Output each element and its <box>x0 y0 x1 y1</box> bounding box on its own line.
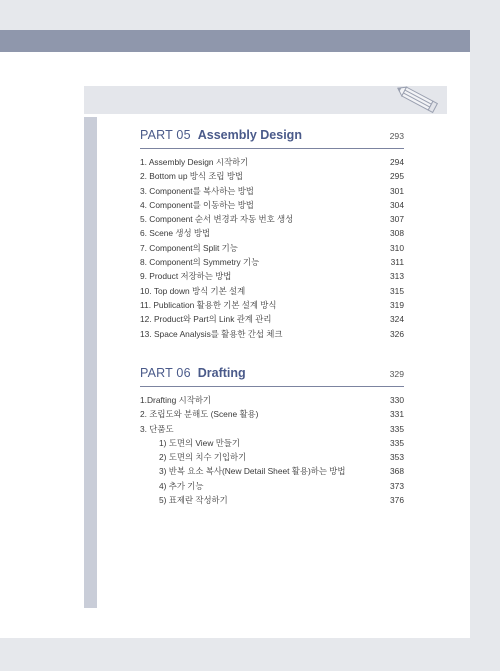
toc-entry-label: 2. Bottom up 방식 조립 방법 <box>140 171 244 182</box>
part-page: 293 <box>389 131 404 141</box>
toc-entry-page: 315 <box>390 285 404 296</box>
toc-entry[interactable] <box>140 422 404 436</box>
toc-entry-page: 368 <box>390 466 404 477</box>
toc-entry-label: 11. Publication 활용한 기본 설계 방식 <box>140 299 277 310</box>
part-label: PART 05 <box>140 128 191 142</box>
toc-entry-page: 294 <box>390 157 404 167</box>
toc-entry[interactable] <box>140 255 404 269</box>
toc-entry-label: 1) 도면의 View 만들기 <box>159 437 240 448</box>
toc-entry-label: 3) 반복 요소 복사(New Detail Sheet 활용)하는 방법 <box>159 466 346 477</box>
toc-entry-label: 1.Drafting 시작하기 <box>140 395 211 405</box>
toc-entry[interactable] <box>140 407 404 421</box>
part-title: Drafting <box>197 366 246 380</box>
part-title: Assembly Design <box>197 128 302 142</box>
toc-entry-page: 326 <box>390 328 404 339</box>
toc-entry[interactable] <box>140 184 404 198</box>
toc-entry-label: 4. Component를 이동하는 방법 <box>140 199 254 210</box>
toc-entry-label: 2) 도면의 치수 기입하기 <box>159 452 247 463</box>
toc-entry[interactable] <box>140 464 404 478</box>
header-band <box>84 86 447 114</box>
toc-entry-label: 8. Component의 Symmetry 기능 <box>140 257 260 268</box>
toc-entry-label: 12. Product와 Part의 Link 관계 관리 <box>140 314 272 325</box>
toc-entry-label: 7. Component의 Split 기능 <box>140 242 238 253</box>
toc-entry-page: 319 <box>390 299 404 310</box>
toc-entry-label: 1. Assembly Design 시작하기 <box>140 157 249 167</box>
toc-entry-label: 5) 표제란 작성하기 <box>159 495 228 506</box>
toc-entry[interactable] <box>140 212 404 226</box>
toc-entry-page: 376 <box>390 495 404 506</box>
toc-entry-label: 10. Top down 방식 기본 설계 <box>140 285 246 296</box>
top-band <box>0 30 470 52</box>
toc-entry[interactable] <box>140 269 404 283</box>
toc-entry[interactable] <box>140 198 404 212</box>
toc-entry-label: 4) 추가 기능 <box>159 480 204 491</box>
toc-entry-page: 324 <box>390 314 404 325</box>
toc-entry[interactable] <box>140 436 404 450</box>
toc-entry-page: 295 <box>390 171 404 182</box>
toc-entry-page: 335 <box>390 423 404 434</box>
toc-entry-page: 330 <box>390 395 404 405</box>
part-05-items <box>140 155 404 341</box>
left-accent-bar <box>84 117 97 608</box>
toc-entry-page: 301 <box>390 185 404 196</box>
toc-entry-page: 304 <box>390 199 404 210</box>
toc-entry[interactable] <box>140 312 404 326</box>
toc-entry[interactable] <box>140 284 404 298</box>
toc-entry[interactable] <box>140 327 404 341</box>
toc-entry-page: 335 <box>390 437 404 448</box>
part-06-rule <box>140 386 404 387</box>
part-06-heading <box>140 366 404 384</box>
toc-entry-page: 313 <box>390 271 404 282</box>
part-label: PART 06 <box>140 366 191 380</box>
toc-entry-label: 3. 단품도 <box>140 423 174 434</box>
part-05-rule <box>140 148 404 149</box>
toc-entry-page: 311 <box>390 257 404 268</box>
part-05-heading <box>140 128 404 146</box>
toc-entry-label: 9. Product 저장하는 방법 <box>140 271 232 282</box>
toc-entry[interactable] <box>140 169 404 183</box>
toc-entry-page: 308 <box>390 228 404 239</box>
toc-entry-page: 307 <box>390 214 404 225</box>
toc-entry-page: 353 <box>390 452 404 463</box>
toc-entry[interactable] <box>140 298 404 312</box>
toc-entry-label: 6. Scene 생성 방법 <box>140 228 211 239</box>
toc-entry-page: 310 <box>390 242 404 253</box>
toc-entry[interactable] <box>140 393 404 407</box>
part-06-items <box>140 393 404 507</box>
toc-entry[interactable] <box>140 479 404 493</box>
toc-entry[interactable] <box>140 226 404 240</box>
toc-entry-label: 2. 조립도와 분해도 (Scene 활용) <box>140 409 259 420</box>
toc-entry-label: 5. Component 순서 변경과 자동 번호 생성 <box>140 214 294 225</box>
toc-entry[interactable] <box>140 155 404 169</box>
pencil-icon <box>394 84 446 116</box>
toc-entry-label: 3. Component를 복사하는 방법 <box>140 185 254 196</box>
toc-entry-page: 331 <box>390 409 404 420</box>
toc-entry-page: 373 <box>390 480 404 491</box>
toc-entry[interactable] <box>140 450 404 464</box>
part-page: 329 <box>389 369 404 379</box>
toc-entry-label: 13. Space Analysis를 활용한 간섭 체크 <box>140 328 283 339</box>
toc-entry[interactable] <box>140 493 404 507</box>
toc-entry[interactable] <box>140 241 404 255</box>
